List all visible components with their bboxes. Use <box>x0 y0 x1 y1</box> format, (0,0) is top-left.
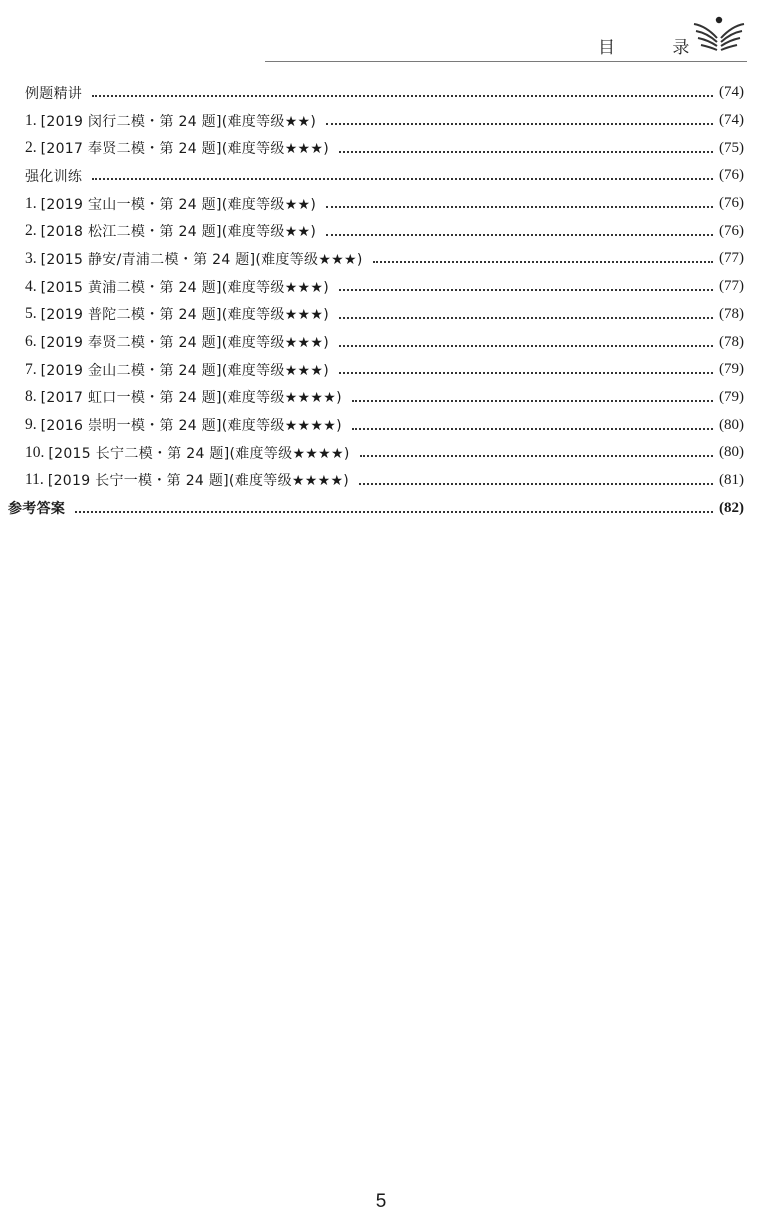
dot-leader <box>352 427 713 430</box>
toc-entry-number: 1. <box>25 194 37 212</box>
toc-page-ref: (80) <box>719 416 744 433</box>
dot-leader <box>326 122 713 125</box>
toc-page-ref: (76) <box>719 222 744 239</box>
toc-section-heading[interactable] <box>0 162 762 190</box>
dot-leader <box>373 260 713 263</box>
toc-entry-number: 5. <box>25 305 37 323</box>
toc-entry-title: [2017 奉贤二模・第 24 题](难度等级★★★) <box>40 141 330 158</box>
open-book-leaves-logo-icon <box>692 14 746 54</box>
dot-leader <box>360 454 713 457</box>
toc-entry[interactable] <box>0 467 762 495</box>
toc-entry-number: 7. <box>25 360 37 378</box>
toc-entry-title: [2019 普陀二模・第 24 题](难度等级★★★) <box>40 307 330 324</box>
toc-entry[interactable] <box>0 245 762 273</box>
toc-entry[interactable] <box>0 273 762 301</box>
table-of-contents <box>0 79 762 522</box>
toc-entry-number: 10. <box>25 443 45 461</box>
toc-entry[interactable] <box>0 107 762 135</box>
toc-page-ref: (77) <box>719 250 744 267</box>
toc-page-ref: (76) <box>719 195 744 212</box>
toc-section-heading[interactable] <box>0 494 762 522</box>
toc-entry[interactable] <box>0 439 762 467</box>
toc-entry-title: [2019 闵行二模・第 24 题](难度等级★★) <box>40 113 317 130</box>
dot-leader <box>339 371 713 374</box>
toc-entry-title: [2019 长宁一模・第 24 题](难度等级★★★★) <box>47 473 350 490</box>
toc-section-heading[interactable] <box>0 79 762 107</box>
toc-entry[interactable] <box>0 134 762 162</box>
toc-entry-number: 8. <box>25 388 37 406</box>
toc-entry[interactable] <box>0 217 762 245</box>
toc-entry-number: 1. <box>25 111 37 129</box>
dot-leader <box>92 94 713 97</box>
toc-entry-title: [2016 崇明一模・第 24 题](难度等级★★★★) <box>40 418 342 435</box>
toc-entry[interactable] <box>0 411 762 439</box>
dot-leader <box>339 344 713 347</box>
page-number: 5 <box>375 1191 387 1212</box>
toc-entry-title: 例题精讲 <box>25 85 83 102</box>
dot-leader <box>326 233 713 236</box>
toc-page-ref: (74) <box>719 112 744 129</box>
page-title: 目 录 <box>598 38 716 58</box>
header-divider <box>265 61 747 62</box>
dot-leader <box>359 482 713 485</box>
toc-entry-number: 6. <box>25 333 37 351</box>
toc-page-ref: (74) <box>719 84 744 101</box>
toc-entry-title: [2018 松江二模・第 24 题](难度等级★★) <box>40 224 317 241</box>
toc-entry[interactable] <box>0 190 762 218</box>
toc-page-ref: (81) <box>719 471 744 488</box>
toc-entry[interactable] <box>0 384 762 412</box>
toc-entry-number: 2. <box>25 139 37 157</box>
toc-page-ref: (79) <box>719 361 744 378</box>
toc-entry-number: 3. <box>25 249 37 267</box>
toc-page-ref: (82) <box>719 499 744 516</box>
toc-entry-number: 9. <box>25 416 37 434</box>
dot-leader <box>352 399 713 402</box>
toc-entry-title: 强化训练 <box>25 168 83 185</box>
toc-entry-title: [2015 长宁二模・第 24 题](难度等级★★★★) <box>48 445 350 462</box>
dot-leader <box>339 150 713 153</box>
dot-leader <box>92 177 713 180</box>
toc-entry-title: [2015 静安/青浦二模・第 24 题](难度等级★★★) <box>40 251 363 268</box>
toc-entry-title: [2019 奉贤二模・第 24 题](难度等级★★★) <box>40 335 330 352</box>
toc-entry-title: 参考答案 <box>8 501 66 518</box>
toc-page-ref: (78) <box>719 333 744 350</box>
toc-page-ref: (77) <box>719 278 744 295</box>
toc-page-ref: (79) <box>719 388 744 405</box>
toc-entry[interactable] <box>0 328 762 356</box>
toc-page-ref: (76) <box>719 167 744 184</box>
toc-entry-title: [2019 宝山一模・第 24 题](难度等级★★) <box>40 196 317 213</box>
toc-page-ref: (75) <box>719 139 744 156</box>
toc-entry[interactable] <box>0 356 762 384</box>
dot-leader <box>75 510 713 513</box>
toc-page-ref: (80) <box>719 444 744 461</box>
toc-entry-title: [2019 金山二模・第 24 题](难度等级★★★) <box>40 362 330 379</box>
toc-entry-title: [2015 黄浦二模・第 24 题](难度等级★★★) <box>40 279 330 296</box>
toc-entry-title: [2017 虹口一模・第 24 题](难度等级★★★★) <box>40 390 342 407</box>
toc-entry-number: 4. <box>25 277 37 295</box>
toc-entry[interactable] <box>0 301 762 329</box>
toc-page-ref: (78) <box>719 305 744 322</box>
toc-entry-number: 11. <box>25 471 44 489</box>
dot-leader <box>326 205 713 208</box>
toc-entry-number: 2. <box>25 222 37 240</box>
dot-leader <box>339 316 713 319</box>
dot-leader <box>339 288 713 291</box>
